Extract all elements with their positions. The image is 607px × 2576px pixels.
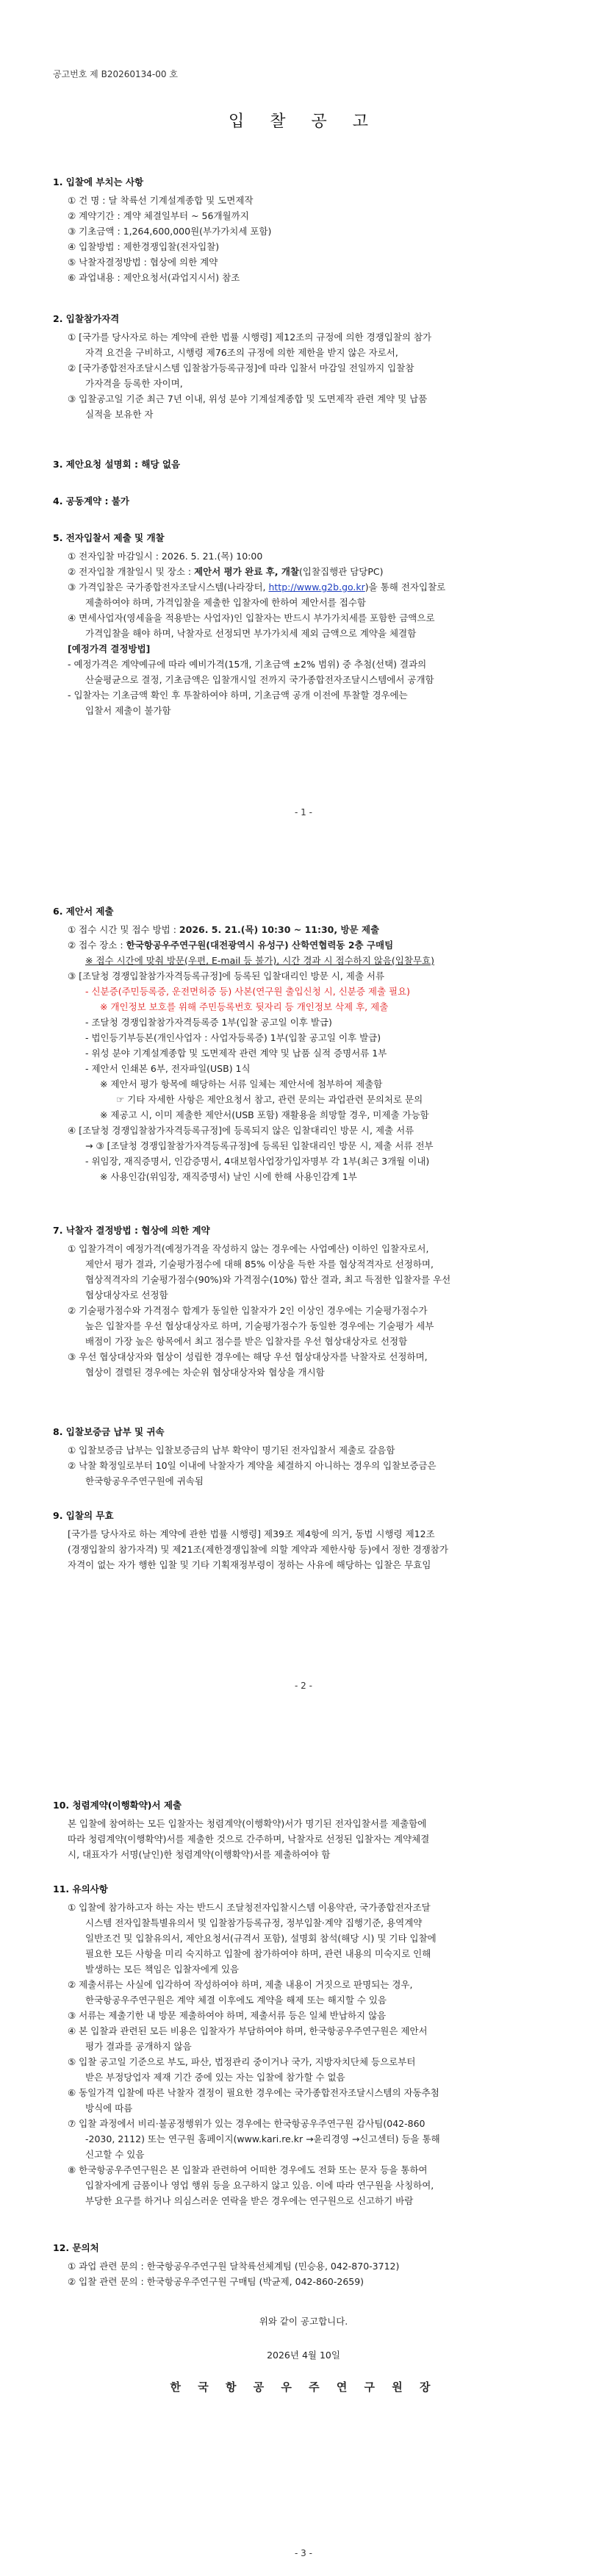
s11-line: ① 입찰에 참가하고자 하는 자는 반드시 조달청전자입찰시스템 이용약관, 국가종합전자조달 bbox=[68, 1902, 431, 1913]
s7-line: ③ 우선 협상대상자와 협상이 성립한 경우에는 해당 우선 협상대상자를 낙찰자로 선정하며, bbox=[68, 1351, 428, 1362]
section-5 bbox=[53, 531, 563, 718]
section-9-heading: 9. 입찰의 무효 bbox=[53, 1510, 114, 1521]
s5-line: - 예정가격은 계약예규에 따라 예비가격(15개, 기초금액 ±2% 범위) 중 추첨(선택) 결과의 bbox=[68, 659, 427, 670]
s5-line: 가격입찰을 해야 하며, 낙찰자로 선정되면 부가가치세 제외 금액으로 계약을 체결함 bbox=[85, 628, 417, 639]
s8-line: ① 입찰보증금 납부는 입찰보증금의 납부 확약이 명기된 전자입찰서 제출로 갈음함 bbox=[68, 1445, 395, 1456]
s6-note: ※ 사용인감(위임장, 재직증명서) 날인 시에 한해 사용인감계 1부 bbox=[100, 1171, 357, 1182]
s9-line: [국가를 당사자로 하는 계약에 관한 법률 시행령] 제39조 제4항에 의거, 동법 시행령 제12조 bbox=[68, 1528, 435, 1539]
s2-line: 가자격을 등록한 자이며, bbox=[85, 378, 183, 389]
s7-line: 협상대상자로 선정함 bbox=[85, 1289, 168, 1300]
s11-line: ③ 서류는 제출기한 내 방문 제출하여야 하며, 제출서류 등은 일체 반납하지 않음 bbox=[68, 2010, 387, 2021]
section-9 bbox=[53, 1509, 563, 1573]
s12-line: ② 입찰 관련 문의 : 한국항공우주연구원 구매팀 (박균제, 042-860-2659) bbox=[68, 2276, 364, 2287]
page-3 bbox=[0, 1720, 607, 2576]
s6-note-highlight: ※ 개인정보 보호를 위해 주민등록번호 뒷자리 등 개인정보 삭제 후, 제출 bbox=[100, 1001, 389, 1012]
page-2 bbox=[0, 860, 607, 1720]
s10-line: 본 입찰에 참여하는 모든 입찰자는 청렴계약(이행확약)서가 명기된 전자입찰서를 제출함에 bbox=[68, 1818, 427, 1829]
s6-line: - 위성 분야 기계설계종합 및 도면제작 관련 계약 및 납품 실적 증명서류 1부 bbox=[85, 1048, 387, 1059]
s11-line: 부당한 요구를 하거나 의심스러운 연락을 받은 경우에는 연구원으로 신고하기 바람 bbox=[85, 2195, 414, 2206]
s11-line: -2030, 2112) 또는 연구원 홈페이지(www.kari.re.kr →윤리경영 →신고센터) 등을 통해 bbox=[85, 2133, 440, 2144]
section-4-heading: 4. 공동계약 : 불가 bbox=[53, 495, 129, 507]
closing-date: 2026년 4월 10일 bbox=[267, 2350, 340, 2361]
s11-line: 일반조건 및 입찰유의서, 제안요청서(규격서 포함), 설명회 참석(해당 시) 및 기타 입찰에 bbox=[85, 1933, 437, 1944]
page-number: - 2 - bbox=[295, 1681, 312, 1691]
section-8-heading: 8. 입찰보증금 납부 및 귀속 bbox=[53, 1426, 165, 1437]
s7-line: ① 입찰가격이 예정가격(예정가격을 작성하지 않는 경우에는 사업예산) 이하인 입찰자로서, bbox=[68, 1243, 429, 1254]
s6-line: ② 접수 장소 : 한국항공우주연구원(대전광역시 유성구) 산학연협력동 2층 구매팀 bbox=[68, 940, 394, 951]
s1-item: ① 건 명 : 달 착륙선 기계설계종합 및 도면제작 bbox=[68, 195, 254, 206]
section-10-heading: 10. 청렴계약(이행확약)서 제출 bbox=[53, 1800, 182, 1811]
s1-item: ④ 입찰방법 : 제한경쟁입찰(전자입찰) bbox=[68, 241, 220, 252]
section-4 bbox=[53, 494, 563, 512]
section-11-heading: 11. 유의사항 bbox=[53, 1883, 108, 1895]
s11-line: 받은 부정당업자 제재 기간 중에 있는 자는 입찰에 참가할 수 없음 bbox=[85, 2072, 345, 2083]
s11-line: ⑧ 한국항공우주연구원은 본 입찰과 관련하여 어떠한 경우에도 전화 또는 문자 등을 통하여 bbox=[68, 2164, 428, 2175]
section-7-heading: 7. 낙찰자 결정방법 : 협상에 의한 계약 bbox=[53, 1225, 210, 1236]
s6-line: → ③ [조달청 경쟁입찰참가자격등록규정]에 등록된 입찰대리인 방문 시, 제출 서류 전부 bbox=[85, 1140, 434, 1151]
s5-line: ② 전자입찰 개찰일시 및 장소 : 제안서 평가 완료 후, 개찰(입찰집행관 담당PC) bbox=[68, 566, 384, 577]
section-12-heading: 12. 문의처 bbox=[53, 2242, 99, 2253]
section-3 bbox=[53, 457, 563, 475]
s5-line: ① 전자입찰 마감일시 : 2026. 5. 21.(목) 10:00 bbox=[68, 551, 263, 562]
s6-line-highlight: - 신분증(주민등록증, 운전면허증 등) 사본(연구원 출입신청 시, 신분증 제출 필요) bbox=[85, 986, 411, 997]
s7-line: 높은 입찰자를 우선 협상대상자로 하며, 기술평가점수가 동일한 경우에는 기술평가 세부 bbox=[85, 1320, 434, 1331]
s11-line: ⑦ 입찰 과정에서 비리·불공정행위가 있는 경우에는 한국항공우주연구원 감사팀(042-860 bbox=[68, 2118, 425, 2129]
s11-line: 발생하는 모든 책임은 입찰자에게 있음 bbox=[85, 1964, 240, 1975]
s11-line: 방식에 따름 bbox=[85, 2103, 133, 2114]
s5-line: ③ 가격입찰은 국가종합전자조달시스템(나라장터, http://www.g2b.go.kr)을 통해 전자입찰로 bbox=[68, 582, 446, 593]
section-8 bbox=[53, 1425, 563, 1489]
s11-line: ④ 본 입찰과 관련된 모든 비용은 입찰자가 부담하여야 하며, 한국항공우주연구원은 제안서 bbox=[68, 2025, 428, 2036]
s6-note: ※ 제공고 시, 이미 제출한 제안서(USB 포함) 재활용을 희망할 경우, 미제출 가능함 bbox=[100, 1109, 429, 1120]
s5-line: 입찰서 제출이 불가함 bbox=[85, 705, 171, 716]
page-number: - 1 - bbox=[295, 807, 312, 817]
s2-line: ③ 입찰공고일 기준 최근 7년 이내, 위성 분야 기계설계종합 및 도면제작 관련 계약 및 납품 bbox=[68, 393, 428, 404]
s12-line: ① 과업 관련 문의 : 한국항공우주연구원 달착륙선체계팀 (민승용, 042-870-3712) bbox=[68, 2261, 400, 2272]
s5-line: 산술평균으로 결정, 기초금액은 입찰개시일 전까지 국가종합전자조달시스템에서 공개함 bbox=[85, 674, 434, 685]
s2-line: ① [국가를 당사자로 하는 계약에 관한 법률 시행령] 제12조의 규정에 의한 경쟁입찰의 참가 bbox=[68, 332, 432, 343]
s6-note: ※ 접수 시간에 맞춰 방문(우편, E-mail 등 불가), 시간 경과 시 접수하지 않음(입찰무효) bbox=[85, 955, 434, 966]
s6-line: - 위임장, 재직증명서, 인감증명서, 4대보험사업장가입자명부 각 1부(최근 3개월 이내) bbox=[85, 1156, 430, 1167]
s6-line: - 법인등기부등본(개인사업자 : 사업자등록증) 1부(입찰 공고일 이후 발급) bbox=[85, 1032, 381, 1043]
s6-note: ※ 제안서 평가 항목에 해당하는 서류 일체는 제안서에 첨부하여 제출함 bbox=[100, 1078, 383, 1090]
s11-line: 시스템 전자입찰특별유의서 및 입찰참가등록규정, 정부입찰·계약 집행기준, 용역계약 bbox=[85, 1917, 423, 1928]
s6-line: ① 접수 시간 및 접수 방법 : 2026. 5. 21.(목) 10:30 ~ 11:30, 방문 제출 bbox=[68, 924, 380, 935]
s11-line: 신고할 수 있음 bbox=[85, 2149, 145, 2160]
s9-line: 자격이 없는 자가 행한 입찰 및 기타 기획재정부령이 정하는 사유에 해당하는 입찰은 무효임 bbox=[68, 1559, 431, 1570]
g2b-link[interactable]: http://www.g2b.go.kr bbox=[268, 582, 365, 593]
closing-text: 위와 같이 공고합니다. bbox=[259, 2316, 348, 2327]
section-2-heading: 2. 입찰참가자격 bbox=[53, 313, 120, 324]
s7-line: ② 기술평가점수와 가격점수 합계가 동일한 입찰자가 2인 이상인 경우에는 기술평가점수가 bbox=[68, 1305, 428, 1316]
s1-item: ③ 기초금액 : 1,264,600,000원(부가가치세 포함) bbox=[68, 226, 272, 237]
section-1 bbox=[53, 175, 563, 285]
section-11 bbox=[53, 1882, 563, 2208]
s1-item: ② 계약기간 : 계약 체결일부터 ~ 56개월까지 bbox=[68, 210, 249, 221]
s7-line: 협상적격자의 기술평가점수(90%)와 가격점수(10%) 합산 결과, 최고 득점한 입찰자를 우선 bbox=[85, 1274, 451, 1285]
s11-line: 한국항공우주연구원은 계약 체결 이후에도 계약을 해제 또는 해지할 수 있음 bbox=[85, 1994, 387, 2006]
s8-line: 한국항공우주연구원에 귀속됨 bbox=[85, 1475, 204, 1486]
s7-line: 협상이 결렬된 경우에는 차순위 협상대상자와 협상을 개시함 bbox=[85, 1367, 325, 1378]
s10-line: 따라 청렴계약(이행확약)서를 제출한 것으로 간주하며, 낙찰자로 선정된 입찰자는 계약체결 bbox=[68, 1833, 430, 1845]
section-5-heading: 5. 전자입찰서 제출 및 개찰 bbox=[53, 532, 165, 543]
s5-line: ④ 면세사업자(영세율을 적용받는 사업자)인 입찰자는 반드시 부가가치세를 포함한 금액으로 bbox=[68, 612, 435, 623]
s5-line: 제출하여야 하며, 가격입찰을 제출한 입찰자에 한하여 제안서를 접수함 bbox=[85, 597, 366, 608]
s11-line: ⑤ 입찰 공고일 기준으로 부도, 파산, 법정관리 중이거나 국가, 지방자치단체 등으로부터 bbox=[68, 2056, 416, 2067]
section-10 bbox=[53, 1798, 563, 1862]
section-6 bbox=[53, 904, 563, 1184]
s11-line: 평가 결과를 공개하지 않음 bbox=[85, 2041, 192, 2052]
notice-number: 공고번호 제 B20260134-00 호 bbox=[53, 69, 178, 79]
s2-line: 자격 요건을 구비하고, 시행령 제76조의 규정에 의한 제한을 받지 않은 자로서, bbox=[85, 347, 398, 358]
section-1-heading: 1. 입찰에 부치는 사항 bbox=[53, 176, 144, 187]
s1-item: ⑥ 과업내용 : 제안요청서(과업지시서) 참조 bbox=[68, 272, 240, 283]
s6-line: ③ [조달청 경쟁입찰참가자격등록규정]에 등록된 입찰대리인 방문 시, 제출 서류 bbox=[68, 970, 385, 981]
s6-line: ④ [조달청 경쟁입찰참가자격등록규정]에 등록되지 않은 입찰대리인 방문 시, 제출 서류 bbox=[68, 1125, 414, 1136]
document-title: 입 찰 공 고 bbox=[229, 112, 378, 131]
s8-line: ② 낙찰 확정일로부터 10일 이내에 낙찰자가 계약을 체결하지 아니하는 경우의 입찰보증금은 bbox=[68, 1460, 437, 1471]
section-12 bbox=[53, 2241, 563, 2289]
s5-subheading: [예정가격 결정방법] bbox=[68, 643, 151, 654]
s11-line: 입찰자에게 금품이나 영업 행위 등을 요구하지 않고 있음. 이에 따라 연구원을 사칭하여, bbox=[85, 2180, 434, 2191]
s1-item: ⑤ 낙찰자결정방법 : 협상에 의한 계약 bbox=[68, 257, 218, 268]
section-7 bbox=[53, 1223, 563, 1380]
s7-line: 제안서 평가 결과, 기술평가점수에 대해 85% 이상을 득한 자를 협상적격자로 선정하며, bbox=[85, 1259, 434, 1270]
page-number: - 3 - bbox=[295, 2548, 312, 2558]
s5-line: - 입찰자는 기초금액 확인 후 투찰하여야 하며, 기초금액 공개 이전에 투찰할 경우에는 bbox=[68, 690, 408, 701]
s2-line: ② [국가종합전자조달시스템 입찰참가등록규정]에 따라 입찰서 마감일 전일까지 입찰참 bbox=[68, 362, 414, 373]
s9-line: (경쟁입찰의 참가자격) 및 제21조(제한경쟁입찰에 의할 계약과 제한사항 등)에서 정한 경쟁참가 bbox=[68, 1544, 448, 1555]
s11-line: 필요한 모든 사항을 미리 숙지하고 입찰에 참가하여야 하며, 관련 내용의 미숙지로 인해 bbox=[85, 1948, 431, 1959]
s2-line: 실적을 보유한 자 bbox=[85, 409, 154, 420]
s6-line: - 조달청 경쟁입찰참가자격등록증 1부(입찰 공고일 이후 발급) bbox=[85, 1017, 332, 1028]
page-1 bbox=[0, 0, 607, 860]
section-6-heading: 6. 제안서 제출 bbox=[53, 906, 114, 917]
s7-line: 배점이 가장 높은 항목에서 최고 점수를 받은 입찰자를 우선 협상대상자로 선정함 bbox=[85, 1336, 408, 1347]
s11-line: ⑥ 동일가격 입찰에 따른 낙찰자 결정이 필요한 경우에는 국가종합전자조달시스템의 자동추첨 bbox=[68, 2087, 439, 2098]
s6-line: - 제안서 인쇄본 6부, 전자파일(USB) 1식 bbox=[85, 1063, 251, 1074]
s10-line: 시, 대표자가 서명(날인)한 청렴계약(이행확약)서를 제출하여야 함 bbox=[68, 1849, 331, 1860]
section-2 bbox=[53, 312, 563, 422]
issuing-organization: 한 국 항 공 우 주 연 구 원 장 bbox=[170, 2380, 437, 2394]
s11-line: ② 제출서류는 사실에 입각하여 작성하여야 하며, 제출 내용이 거짓으로 판명되는 경우, bbox=[68, 1979, 413, 1990]
section-3-heading: 3. 제안요청 설명회 : 해당 없음 bbox=[53, 459, 181, 470]
s6-note: ☞ 기타 자세한 사항은 제안요청서 참고, 관련 문의는 과업관련 문의처로 문의 bbox=[116, 1094, 423, 1105]
